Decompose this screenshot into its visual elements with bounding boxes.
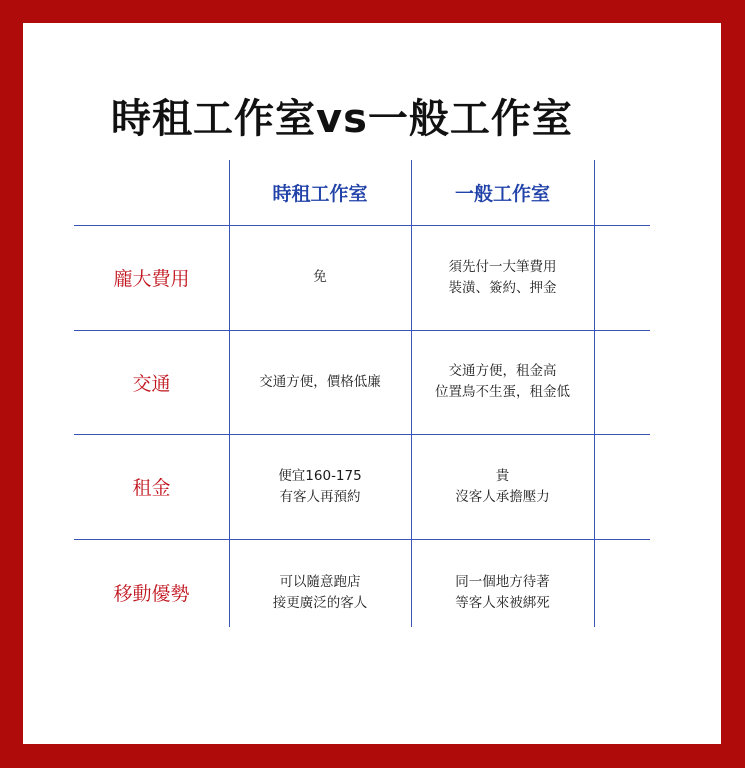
row-label-mobility: 移動優勢 <box>113 583 190 605</box>
cell-text: 免 <box>313 269 327 285</box>
cell-text: 可以隨意跑店 <box>279 573 361 590</box>
cell-text: 沒客人承擔壓力 <box>455 488 550 505</box>
row-label-transport: 交通 <box>132 372 171 395</box>
cell-general-cost <box>411 225 594 330</box>
cell-general-rent <box>411 434 594 539</box>
cell-text: 裝潢、簽約、押金 <box>448 279 557 296</box>
cell-text: 便宜160-175 <box>278 467 362 484</box>
cell-general-mobility <box>411 539 594 646</box>
cell-hourly-cost <box>229 225 411 330</box>
column-header-general-studio: 一般工作室 <box>454 183 550 205</box>
cell-text: 交通方便，價格低廉 <box>259 373 381 390</box>
cell-text: 位置鳥不生蛋，租金低 <box>435 384 570 400</box>
row-label-rent: 租金 <box>132 477 171 499</box>
comparison-table <box>23 23 721 744</box>
cell-hourly-transport <box>229 330 411 434</box>
cell-text: 等客人來被綁死 <box>455 594 550 611</box>
content-card <box>23 23 721 744</box>
column-header-hourly-studio: 時租工作室 <box>272 183 368 205</box>
cell-general-transport <box>411 330 594 434</box>
cell-text: 貴 <box>495 467 510 484</box>
cell-hourly-mobility <box>229 539 411 646</box>
grid-line-vertical <box>594 160 595 627</box>
cell-text: 須先付一大筆費用 <box>448 258 557 275</box>
cell-text: 接更廣泛的客人 <box>272 594 368 611</box>
row-label-cost: 龐大費用 <box>113 268 190 290</box>
cell-text: 交通方便，租金高 <box>448 363 557 379</box>
cell-hourly-rent <box>229 434 411 539</box>
page-title: 時租工作室vs一般工作室 <box>111 96 573 142</box>
cell-text: 同一個地方待著 <box>455 573 550 590</box>
cell-text: 有客人再預約 <box>279 488 361 505</box>
